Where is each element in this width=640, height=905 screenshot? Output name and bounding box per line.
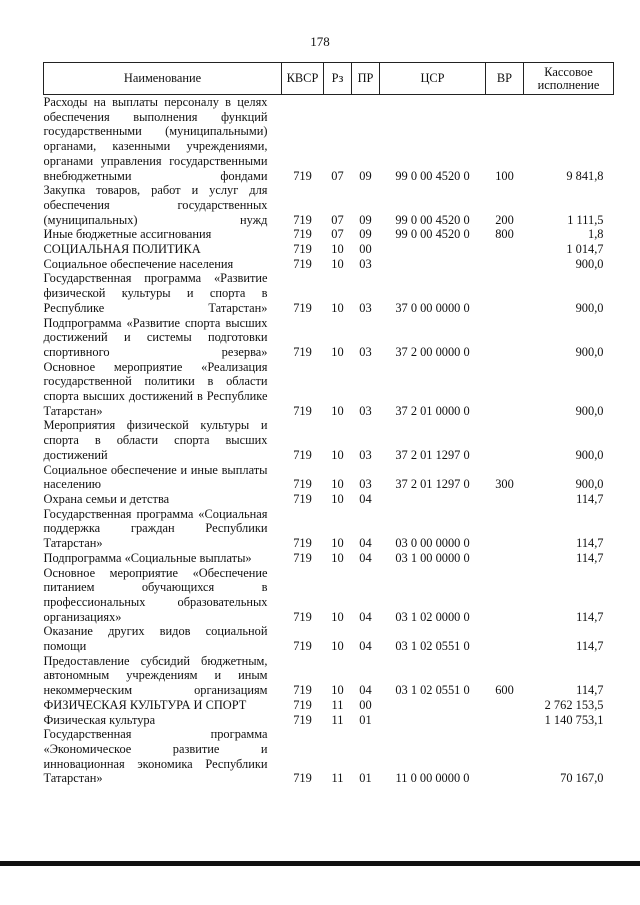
cell-pr: 01: [359, 771, 372, 786]
cell-pr: 09: [359, 212, 372, 227]
cell-amount: 900,0: [575, 344, 604, 359]
cell-csr: 03 1 02 0551 0: [395, 639, 470, 654]
cell-kvsr: 719: [293, 491, 312, 506]
cell-rz: 07: [331, 168, 344, 183]
table-header-row: [44, 63, 614, 95]
cell-amount: 1 014,7: [566, 242, 604, 257]
cell-amount: 114,7: [576, 639, 604, 654]
cell-name: ФИЗИЧЕСКАЯ КУЛЬТУРА И СПОРТ: [43, 697, 247, 712]
table-row: [44, 95, 614, 184]
cell-csr: 03 1 00 0000 0: [395, 550, 470, 565]
cell-name: Подпрограмма «Социальные выплаты»: [43, 550, 252, 565]
cell-kvsr: 719: [293, 242, 312, 257]
cell-vr: 300: [495, 477, 514, 492]
cell-name: СОЦИАЛЬНАЯ ПОЛИТИКА: [43, 242, 201, 257]
cell-amount: 9 841,8: [566, 168, 604, 183]
cell-csr: [380, 242, 486, 257]
cell-vr: 800: [495, 227, 514, 242]
header-name: Наименование: [44, 63, 282, 95]
cell-csr: [380, 713, 486, 728]
cell-pr: 03: [359, 477, 372, 492]
cell-vr: [486, 242, 524, 257]
cell-rz: 10: [331, 344, 344, 359]
cell-name: Расходы на выплаты персоналу в целях обеспечения выполнения функций государственными (муниципальными) органами, казенными учреждениями, органами управления государственными внебюджетными фондами: [43, 95, 268, 183]
cell-rz: 10: [331, 300, 344, 315]
table-row: [44, 183, 614, 227]
cell-kvsr: 719: [293, 712, 312, 727]
cell-amount: 114,7: [576, 609, 604, 624]
cell-vr: [486, 624, 524, 653]
cell-pr: 04: [359, 683, 372, 698]
cell-pr: 00: [359, 697, 372, 712]
table-row: [44, 566, 614, 625]
cell-vr: [486, 316, 524, 360]
cell-pr: 01: [359, 712, 372, 727]
cell-pr: 03: [359, 256, 372, 271]
cell-name: Физическая культура: [43, 712, 156, 727]
cell-csr: 03 0 00 0000 0: [395, 536, 470, 551]
cell-csr: 37 2 00 0000 0: [395, 344, 470, 359]
cell-name: Социальное обеспечение населения: [43, 256, 234, 271]
header-amount: Кассовое исполнение: [524, 63, 614, 95]
cell-name: Государственная программа «Социальная поддержка граждан Республики Татарстан»: [43, 506, 268, 551]
cell-kvsr: 719: [293, 168, 312, 183]
cell-pr: 04: [359, 536, 372, 551]
cell-amount: 900,0: [575, 477, 604, 492]
cell-csr: 37 0 00 0000 0: [395, 300, 470, 315]
cell-pr: 04: [359, 550, 372, 565]
table-row: [44, 242, 614, 257]
table-row: [44, 463, 614, 492]
cell-rz: 11: [331, 712, 344, 727]
cell-rz: 10: [331, 403, 344, 418]
cell-kvsr: 719: [293, 697, 312, 712]
cell-name: Подпрограмма «Развитие спорта высших достижений и системы подготовки спортивного резерва»: [43, 315, 268, 359]
cell-name: Закупка товаров, работ и услуг для обеспечения государственных (муниципальных) нужд: [43, 183, 268, 227]
cell-amount: 114,7: [576, 683, 604, 698]
cell-rz: 07: [331, 212, 344, 227]
cell-pr: 04: [359, 609, 372, 624]
cell-rz: 10: [331, 550, 344, 565]
cell-csr: 11 0 00 0000 0: [395, 771, 470, 786]
cell-csr: 99 0 00 4520 0: [395, 168, 470, 183]
budget-table: [43, 62, 614, 786]
table-row: [44, 551, 614, 566]
cell-name: Иные бюджетные ассигнования: [43, 227, 212, 242]
table-row: [44, 713, 614, 728]
cell-amount: 1 140 753,1: [544, 712, 604, 727]
bottom-rule: [0, 861, 640, 866]
cell-csr: [380, 492, 486, 507]
table-row: [44, 727, 614, 786]
cell-name: Мероприятия физической культуры и спорта в области спорта высших достижений: [43, 418, 268, 462]
cell-name: Основное мероприятие «Реализация государственной политики в области спорта высших достижений в Республике Татарстан»: [43, 359, 268, 418]
cell-vr: [486, 727, 524, 786]
table-row: [44, 257, 614, 272]
cell-vr: [486, 698, 524, 713]
page-number: 178: [310, 34, 330, 49]
cell-vr: 100: [495, 168, 514, 183]
cell-vr: [486, 271, 524, 315]
cell-name: Оказание других видов социальной помощи: [43, 624, 268, 654]
cell-vr: [486, 360, 524, 419]
cell-vr: [486, 418, 524, 462]
cell-rz: 07: [331, 227, 344, 242]
cell-amount: 2 762 153,5: [544, 697, 604, 712]
cell-kvsr: 719: [293, 536, 312, 551]
table-row: [44, 698, 614, 713]
cell-kvsr: 719: [293, 212, 312, 227]
cell-amount: 114,7: [576, 536, 604, 551]
cell-csr: 37 2 01 0000 0: [395, 403, 470, 418]
cell-csr: 99 0 00 4520 0: [395, 227, 470, 242]
cell-kvsr: 719: [293, 403, 312, 418]
cell-pr: 03: [359, 344, 372, 359]
cell-kvsr: 719: [293, 256, 312, 271]
cell-amount: 1 111,5: [567, 212, 604, 227]
table-row: [44, 624, 614, 653]
cell-amount: 70 167,0: [560, 771, 604, 786]
cell-csr: [380, 257, 486, 272]
cell-rz: 10: [331, 536, 344, 551]
cell-vr: [486, 551, 524, 566]
cell-name: Основное мероприятие «Обеспечение питанием обучающихся в профессиональных образовательных организациях»: [43, 565, 268, 624]
cell-amount: 114,7: [576, 550, 604, 565]
cell-rz: 11: [331, 697, 344, 712]
cell-vr: 600: [495, 683, 514, 698]
cell-name: Социальное обеспечение и иные выплаты населению: [43, 462, 268, 492]
cell-csr: 03 1 02 0551 0: [395, 683, 470, 698]
table-row: [44, 507, 614, 551]
cell-amount: 114,7: [576, 491, 604, 506]
cell-vr: [486, 713, 524, 728]
table-row: [44, 654, 614, 698]
cell-csr: [380, 698, 486, 713]
header-rz: Рз: [324, 63, 352, 95]
cell-kvsr: 719: [293, 771, 312, 786]
cell-vr: [486, 566, 524, 625]
cell-amount: 900,0: [575, 403, 604, 418]
cell-name: Государственная программа «Развитие физической культуры и спорта в Республике Татарстан»: [43, 271, 268, 315]
cell-csr: 99 0 00 4520 0: [395, 212, 470, 227]
cell-amount: 1,8: [588, 227, 604, 242]
header-pr: ПР: [352, 63, 380, 95]
cell-pr: 04: [359, 639, 372, 654]
cell-name: Предоставление субсидий бюджетным, автономным учреждениям и иным некоммерческим организациям: [43, 653, 268, 698]
cell-rz: 10: [331, 242, 344, 257]
cell-pr: 09: [359, 227, 372, 242]
cell-rz: 10: [331, 447, 344, 462]
cell-amount: 900,0: [575, 447, 604, 462]
cell-rz: 10: [331, 639, 344, 654]
cell-vr: [486, 492, 524, 507]
cell-vr: [486, 507, 524, 551]
header-csr: ЦСР: [380, 63, 486, 95]
cell-csr: 37 2 01 1297 0: [395, 447, 470, 462]
cell-pr: 03: [359, 300, 372, 315]
cell-rz: 10: [331, 491, 344, 506]
cell-pr: 03: [359, 447, 372, 462]
cell-kvsr: 719: [293, 550, 312, 565]
cell-kvsr: 719: [293, 300, 312, 315]
cell-rz: 10: [331, 609, 344, 624]
table-row: [44, 316, 614, 360]
header-vr: ВР: [486, 63, 524, 95]
cell-kvsr: 719: [293, 639, 312, 654]
cell-rz: 10: [331, 477, 344, 492]
cell-vr: [486, 257, 524, 272]
cell-kvsr: 719: [293, 227, 312, 242]
cell-rz: 10: [331, 256, 344, 271]
table-row: [44, 271, 614, 315]
cell-pr: 03: [359, 403, 372, 418]
cell-pr: 09: [359, 168, 372, 183]
cell-pr: 00: [359, 242, 372, 257]
cell-kvsr: 719: [293, 683, 312, 698]
cell-vr: 200: [495, 212, 514, 227]
cell-csr: 03 1 02 0000 0: [395, 609, 470, 624]
cell-amount: 900,0: [575, 300, 604, 315]
cell-kvsr: 719: [293, 447, 312, 462]
cell-kvsr: 719: [293, 477, 312, 492]
cell-kvsr: 719: [293, 609, 312, 624]
header-kvsr: КВСР: [282, 63, 324, 95]
cell-pr: 04: [359, 491, 372, 506]
table-row: [44, 227, 614, 242]
table-row: [44, 418, 614, 462]
table-body: [44, 95, 614, 787]
cell-csr: 37 2 01 1297 0: [395, 477, 470, 492]
table-row: [44, 360, 614, 419]
cell-name: Охрана семьи и детства: [43, 491, 170, 506]
cell-amount: 900,0: [575, 256, 604, 271]
cell-name: Государственная программа «Экономическое развитие и инновационная экономика Республики Татарстан»: [43, 727, 268, 786]
cell-rz: 11: [331, 771, 344, 786]
table-row: [44, 492, 614, 507]
cell-kvsr: 719: [293, 344, 312, 359]
cell-rz: 10: [331, 683, 344, 698]
